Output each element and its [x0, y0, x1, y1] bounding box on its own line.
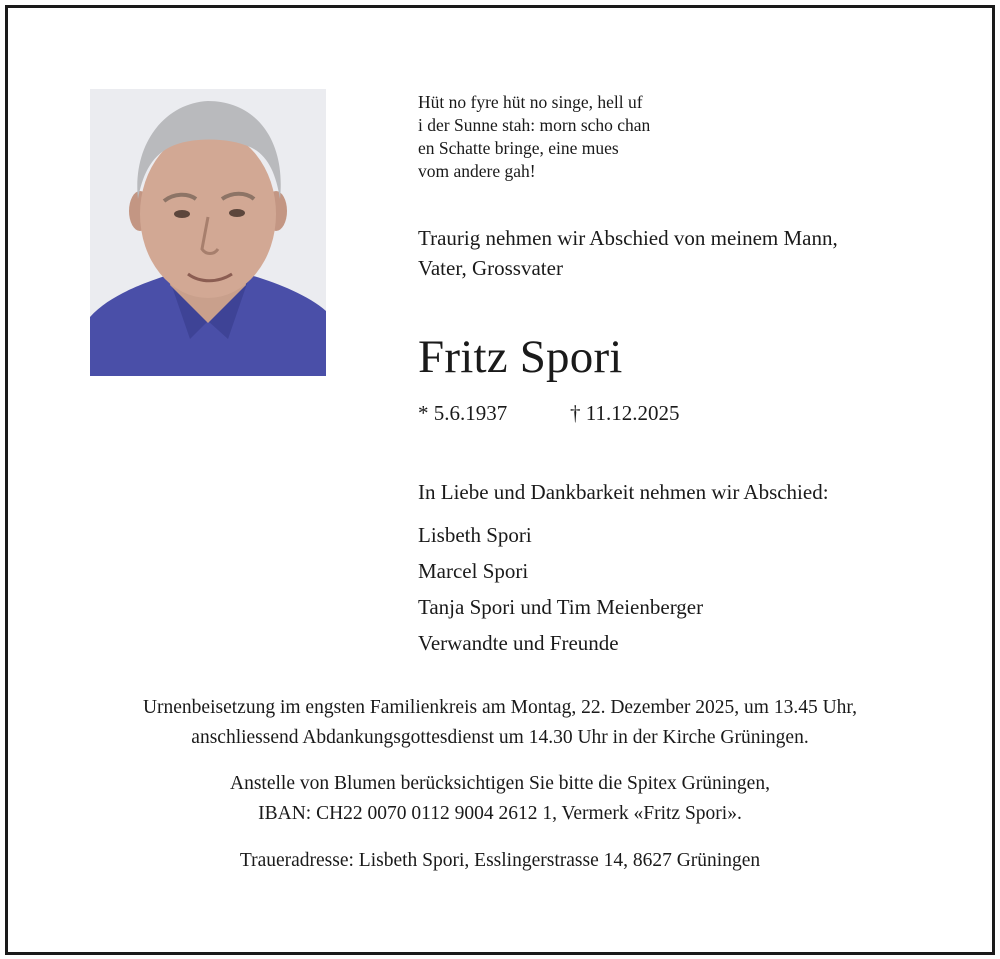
birth-date: * 5.6.1937	[418, 401, 508, 425]
poem-line: i der Sunne stah: morn scho chan	[418, 115, 651, 135]
deceased-name: Fritz Spori	[418, 331, 623, 383]
funeral-notice-line: Urnenbeisetzung im engsten Familienkreis am Montag, 22. Dezember 2025, um 13.45 Uhr,	[142, 697, 858, 718]
donation-notice-line: IBAN: CH22 0070 0112 9004 2612 1, Vermerk «Fritz Spori».	[258, 803, 742, 824]
mourning-address	[0, 846, 1000, 876]
farewell-intro-line: Traurig nehmen wir Abschied von meinem Mann,	[418, 226, 838, 250]
poem-line: en Schatte bringe, eine mues	[418, 138, 619, 158]
farewell-intro-line: Vater, Grossvater	[418, 256, 563, 280]
mourners-intro: In Liebe und Dankbarkeit nehmen wir Abschied:	[418, 480, 829, 504]
mourner-name: Lisbeth Spori	[418, 523, 532, 547]
poem-line: vom andere gah!	[418, 161, 536, 181]
mourner-name: Marcel Spori	[418, 559, 529, 583]
donation-notice	[0, 769, 1000, 829]
portrait-photo	[90, 89, 326, 376]
mourner-name: Tanja Spori und Tim Meienberger	[418, 595, 704, 619]
mourner-name: Verwandte und Freunde	[418, 631, 619, 655]
donation-notice-line: Anstelle von Blumen berücksichtigen Sie bitte die Spitex Grüningen,	[230, 773, 770, 794]
poem-verse	[418, 91, 650, 183]
farewell-intro	[418, 223, 838, 283]
funeral-notice-line: anschliessend Abdankungsgottesdienst um 14.30 Uhr in der Kirche Grüningen.	[191, 727, 809, 748]
funeral-notice	[0, 693, 1000, 753]
mourners-list	[418, 517, 703, 661]
mourning-address-line: Traueradresse: Lisbeth Spori, Esslingerstrasse 14, 8627 Grüningen	[239, 850, 761, 871]
poem-line: Hüt no fyre hüt no singe, hell uf	[418, 92, 643, 112]
death-date: † 11.12.2025	[570, 401, 680, 425]
